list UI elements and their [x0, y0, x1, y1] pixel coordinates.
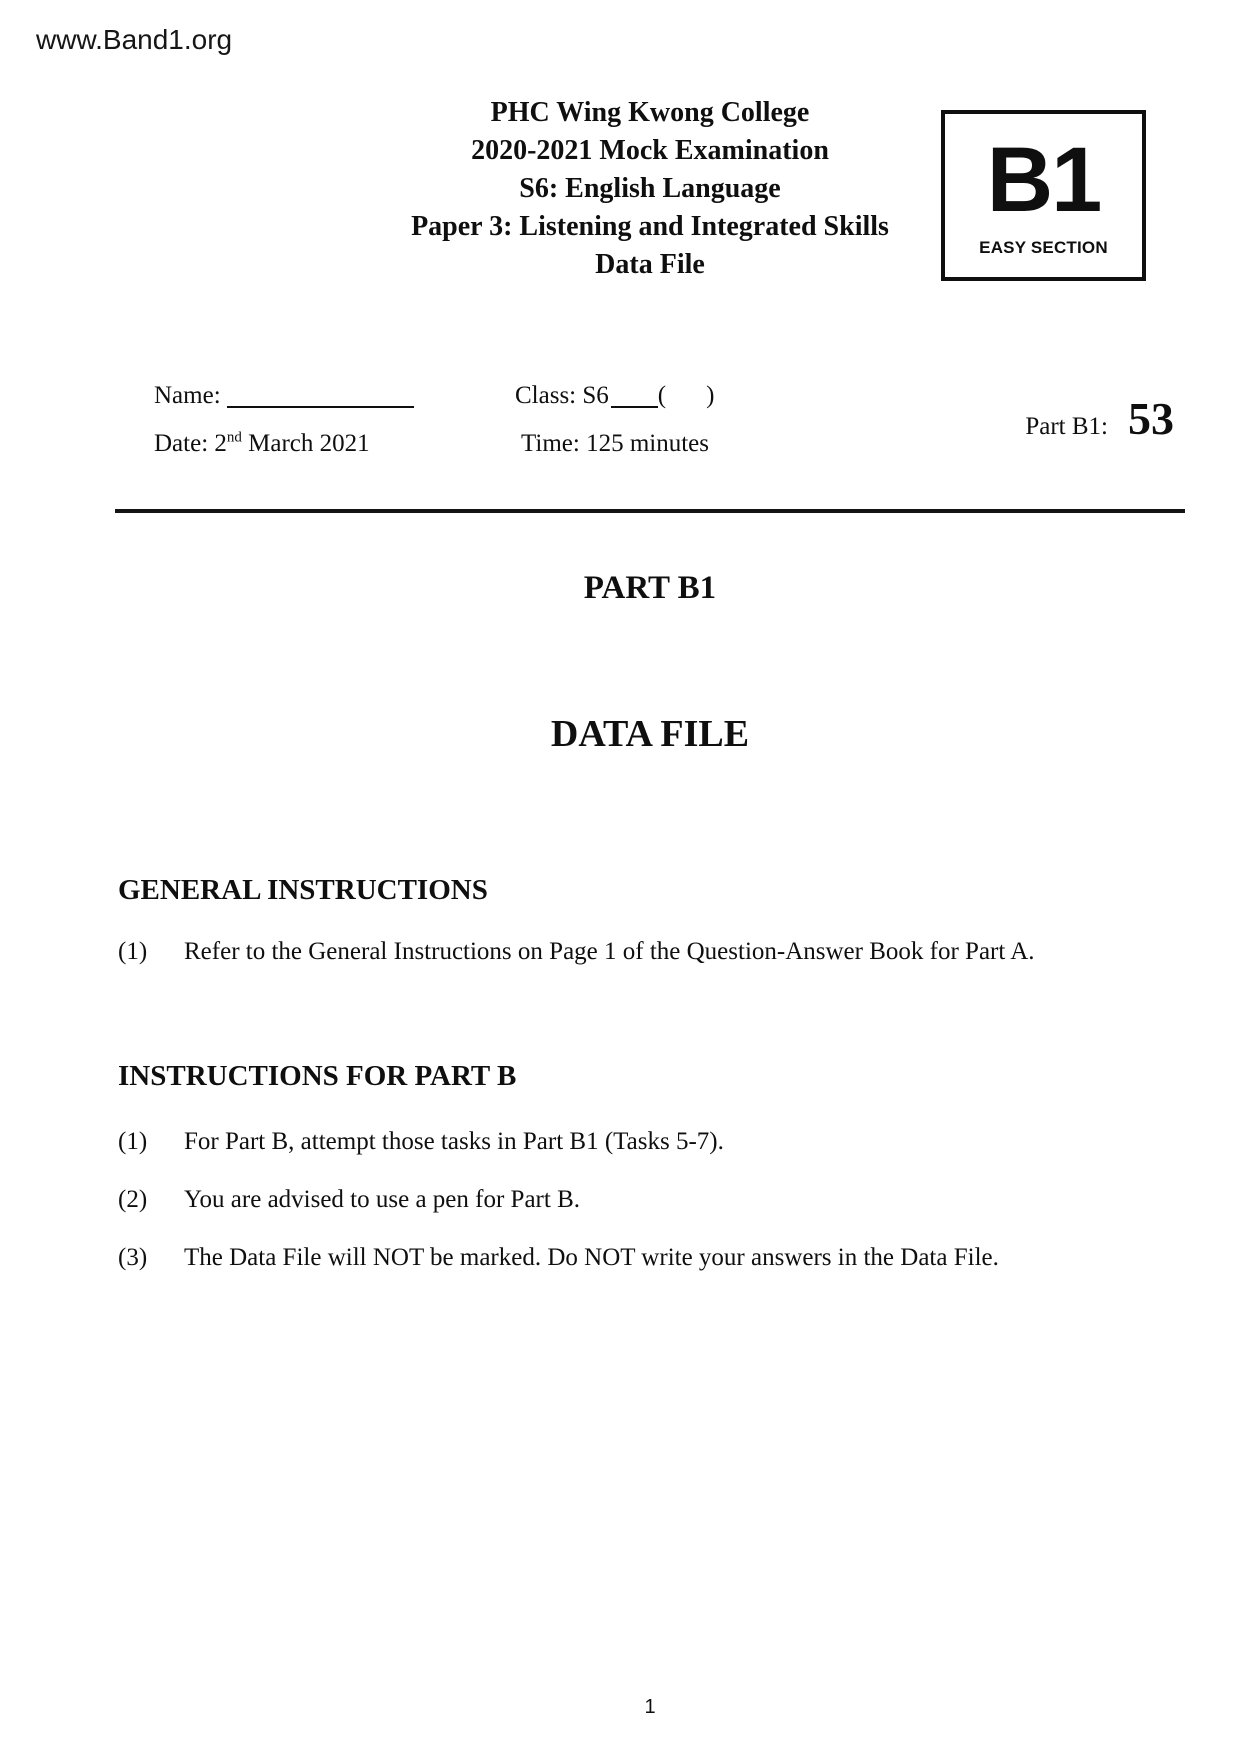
section-badge [941, 110, 1146, 281]
item-number: (1) [118, 1128, 148, 1155]
part-b-instruction-item-3 [118, 1244, 1180, 1272]
date-label-and-day: Date: 2 [154, 430, 227, 457]
part-heading: PART B1 [583, 570, 717, 606]
document-type-line: Data File [595, 249, 705, 280]
class-paren-close: ) [706, 382, 715, 409]
item-number: (3) [118, 1244, 148, 1271]
general-instructions-heading: GENERAL INSTRUCTIONS [118, 874, 488, 906]
exam-session: 2020-2021 Mock Examination [471, 135, 829, 166]
class-field [515, 382, 714, 410]
part-b-instructions-heading: INSTRUCTIONS FOR PART B [118, 1060, 517, 1092]
name-blank-line [227, 406, 414, 408]
paper-line: Paper 3: Listening and Integrated Skills [411, 211, 889, 242]
class-paren-open: ( [657, 382, 667, 409]
time-field [521, 430, 709, 458]
part-b-instruction-item-1 [118, 1128, 1180, 1156]
item-text: Refer to the General Instructions on Page 1 of the Question-Answer Book for Part A. [184, 938, 1035, 965]
horizontal-divider [115, 509, 1185, 513]
time-label: Time: 125 minutes [521, 430, 709, 457]
name-label: Name: [154, 382, 221, 409]
section-difficulty-label: EASY SECTION [979, 238, 1108, 257]
score-label: Part B1: [1025, 413, 1108, 440]
part-b1-score-field [1025, 392, 1174, 445]
general-instruction-item-1 [118, 938, 1180, 966]
subject-line: S6: English Language [519, 173, 781, 204]
item-number: (1) [118, 938, 148, 965]
name-field [154, 382, 414, 410]
class-label: Class: S6 [515, 382, 609, 409]
date-field [154, 430, 370, 458]
class-blank-line [611, 406, 658, 408]
document-title: DATA FILE [550, 713, 750, 755]
page-number: 1 [644, 1696, 656, 1718]
item-text: You are advised to use a pen for Part B. [184, 1186, 580, 1213]
date-month-year: March 2021 [241, 430, 370, 457]
watermark-text: www.Band1.org [36, 24, 233, 55]
date-ordinal-suffix: nd [226, 429, 242, 446]
section-code: B1 [986, 129, 1101, 231]
item-text: For Part B, attempt those tasks in Part B1 (Tasks 5-7). [184, 1128, 724, 1155]
score-value: 53 [1128, 393, 1174, 444]
item-text: The Data File will NOT be marked. Do NOT write your answers in the Data File. [184, 1244, 999, 1271]
school-name: PHC Wing Kwong College [490, 97, 810, 128]
item-number: (2) [118, 1186, 148, 1213]
part-b-instruction-item-2 [118, 1186, 1180, 1214]
